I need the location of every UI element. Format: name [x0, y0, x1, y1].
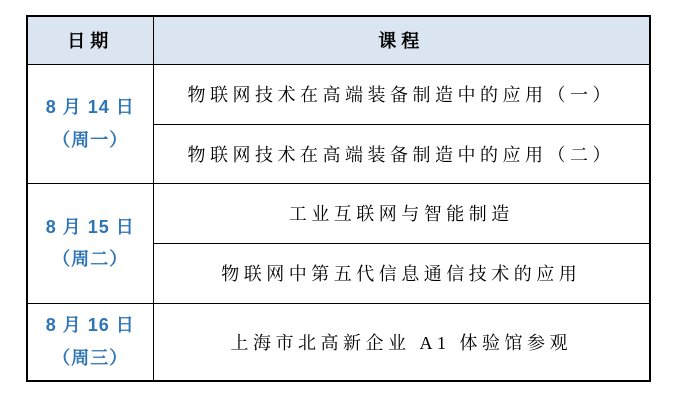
table-row: [27, 303, 650, 381]
date-line-2: （周二）: [52, 249, 129, 269]
date-cell-aug-14: [27, 64, 153, 183]
course-cell: 物联网技术在高端装备制造中的应用（一）: [153, 64, 650, 124]
date-line-1: 8 月 15 日: [45, 216, 135, 237]
course-cell: 物联网中第五代信息通信技术的应用: [153, 243, 650, 303]
date-cell-aug-16: [27, 303, 153, 381]
table-row: [27, 64, 650, 124]
header-cell-date: 日期: [27, 16, 153, 64]
course-cell: 上海市北高新企业 A1 体验馆参观: [153, 303, 650, 381]
course-cell: 物联网技术在高端装备制造中的应用（二）: [153, 124, 650, 183]
date-line-2: （周一）: [52, 129, 129, 150]
date-line-2: （周三）: [52, 347, 129, 368]
table-header-row: [27, 16, 650, 64]
schedule-table: [26, 15, 651, 382]
date-line-1: 8 月 16 日: [45, 315, 135, 336]
course-cell: 工业互联网与智能制造: [153, 183, 650, 243]
table-row: [27, 183, 650, 243]
date-cell-aug-15: [27, 183, 153, 303]
date-line-1: 8 月 14 日: [45, 97, 135, 118]
header-cell-course: 课程: [153, 16, 650, 64]
